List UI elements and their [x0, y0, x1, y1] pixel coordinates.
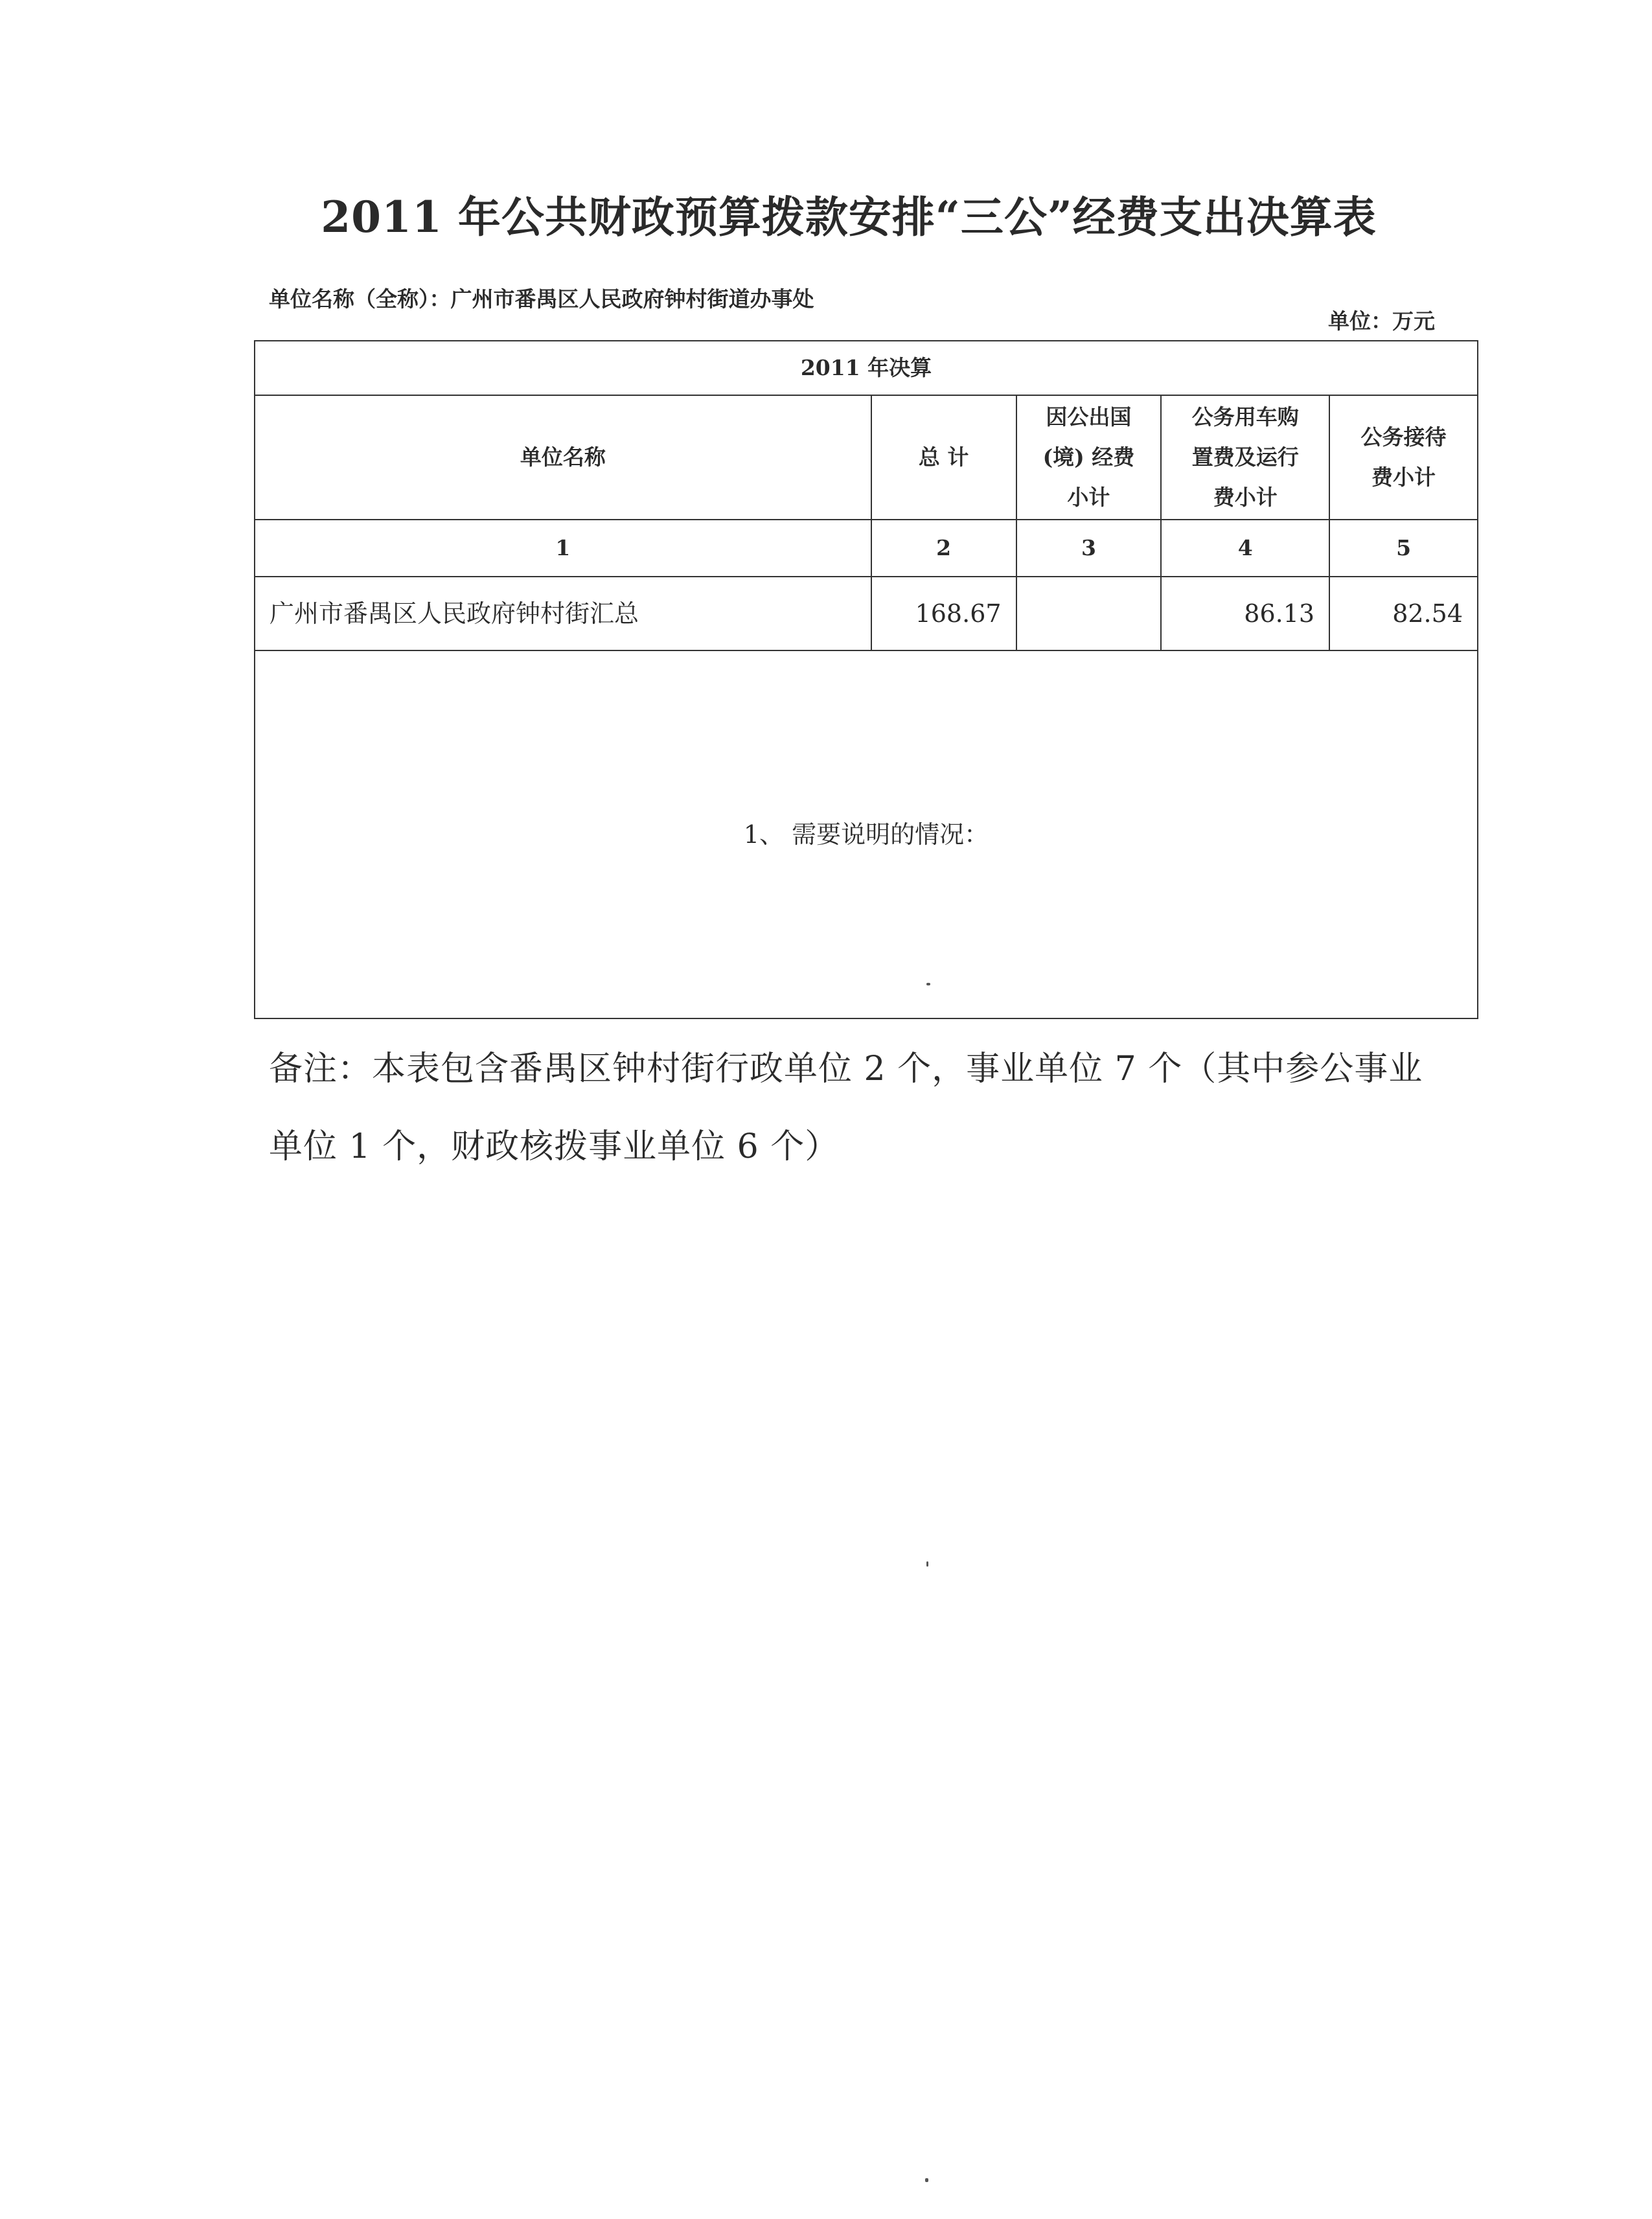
remark-text: 备注：本表包含番禺区钟村街行政单位 2 个，事业单位 7 个（其中参公事业单位 1 个，财政核拨事业单位 6 个） — [269, 1050, 1423, 1166]
column-header-vehicle: 公务用车购 置费及运行 费小计 — [1161, 395, 1329, 520]
year-header: 2011 年决算 — [255, 341, 1478, 395]
column-header-overseas: 因公出国 (境) 经费 小计 — [1016, 395, 1162, 520]
scan-speck — [926, 983, 930, 985]
unit-measure: 单位：万元 — [1328, 308, 1435, 334]
column-header-reception: 公务接待 费小计 — [1329, 395, 1478, 520]
scan-speck — [926, 1561, 928, 1567]
unit-fullname: 单位名称（全称）：广州市番禺区人民政府钟村街道办事处 — [269, 286, 814, 312]
column-header-row — [255, 395, 1478, 520]
column-index: 5 — [1329, 520, 1478, 577]
year-header-row — [255, 341, 1478, 395]
page-title: 2011 年公共财政预算拨款安排“三公”经费支出决算表 — [321, 192, 1377, 242]
column-index: 4 — [1161, 520, 1329, 577]
column-index: 1 — [255, 520, 871, 577]
note-text: 1、 需要说明的情况： — [255, 650, 1478, 1018]
row-overseas — [1016, 577, 1162, 650]
column-index: 2 — [871, 520, 1016, 577]
column-index-row — [255, 520, 1478, 577]
row-vehicle: 86.13 — [1161, 577, 1329, 650]
column-header-unit-name: 单位名称 — [255, 395, 871, 520]
expenditure-table — [254, 340, 1478, 1019]
scan-speck — [925, 2178, 928, 2182]
row-reception: 82.54 — [1329, 577, 1478, 650]
column-index: 3 — [1016, 520, 1162, 577]
table-row — [255, 577, 1478, 650]
note-row — [255, 650, 1478, 1018]
row-unit-name: 广州市番禺区人民政府钟村街汇总 — [255, 577, 871, 650]
column-header-total: 总 计 — [871, 395, 1016, 520]
row-total: 168.67 — [871, 577, 1016, 650]
